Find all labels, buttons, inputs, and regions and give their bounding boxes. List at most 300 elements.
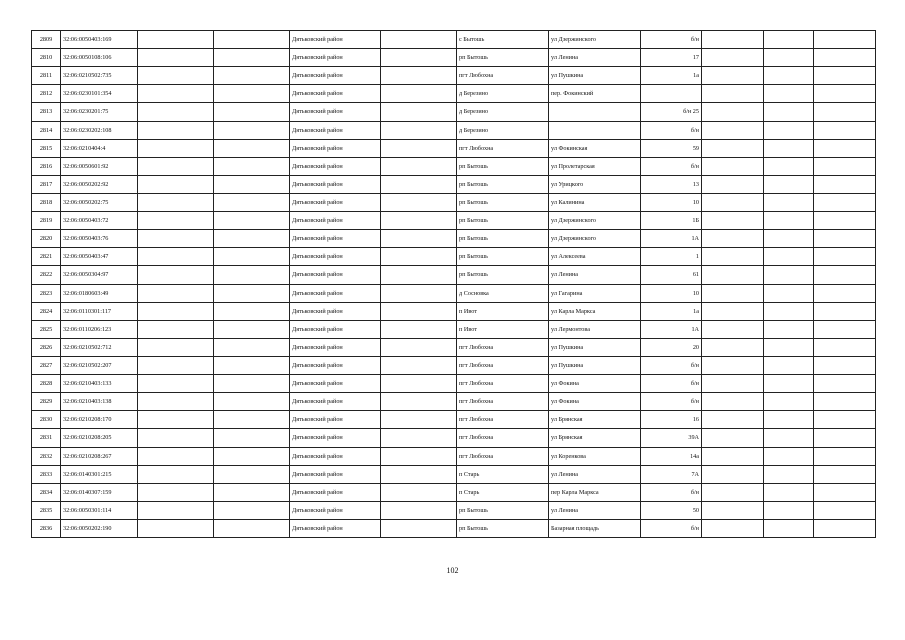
empty-cell — [381, 447, 457, 465]
settlement: пгт Любохна — [457, 67, 549, 85]
house-number: 1 — [641, 248, 702, 266]
street: ул Ленина — [549, 465, 641, 483]
district: Дятьковский район — [290, 248, 381, 266]
empty-cell — [814, 501, 876, 519]
empty-cell — [702, 121, 764, 139]
empty-cell — [764, 139, 814, 157]
empty-cell — [381, 49, 457, 67]
empty-cell — [702, 501, 764, 519]
empty-cell — [814, 320, 876, 338]
table-row — [32, 230, 876, 248]
empty-cell — [702, 483, 764, 501]
table-row — [32, 393, 876, 411]
empty-cell — [764, 230, 814, 248]
house-number: 16 — [641, 411, 702, 429]
row-number: 2821 — [32, 248, 61, 266]
street — [549, 103, 641, 121]
table-row — [32, 429, 876, 447]
table-row — [32, 501, 876, 519]
empty-cell — [702, 302, 764, 320]
table-row — [32, 284, 876, 302]
table-body — [32, 31, 876, 538]
empty-cell — [764, 85, 814, 103]
empty-cell — [764, 193, 814, 211]
row-number: 2819 — [32, 212, 61, 230]
cadastral-number: 32:06:0050202:190 — [61, 519, 138, 537]
district: Дятьковский район — [290, 212, 381, 230]
empty-cell — [381, 175, 457, 193]
street: ул Коренкова — [549, 447, 641, 465]
street: ул Дзержинского — [549, 230, 641, 248]
table-row — [32, 320, 876, 338]
cadastral-number: 32:06:0110206:123 — [61, 320, 138, 338]
house-number: 61 — [641, 266, 702, 284]
settlement: рп Бытошь — [457, 501, 549, 519]
district: Дятьковский район — [290, 429, 381, 447]
empty-cell — [214, 338, 290, 356]
street: ул Брянская — [549, 429, 641, 447]
cadastral-number: 32:06:0140301:215 — [61, 465, 138, 483]
empty-cell — [381, 501, 457, 519]
cadastral-number: 32:06:0050403:169 — [61, 31, 138, 49]
settlement: рп Бытошь — [457, 157, 549, 175]
settlement: пгт Любохна — [457, 356, 549, 374]
house-number: 39А — [641, 429, 702, 447]
empty-cell — [138, 320, 214, 338]
empty-cell — [214, 356, 290, 374]
empty-cell — [138, 338, 214, 356]
district: Дятьковский район — [290, 49, 381, 67]
empty-cell — [214, 193, 290, 211]
district: Дятьковский район — [290, 266, 381, 284]
cadastral-number: 32:06:0050202:92 — [61, 175, 138, 193]
house-number: 14а — [641, 447, 702, 465]
row-number: 2825 — [32, 320, 61, 338]
table-row — [32, 85, 876, 103]
district: Дятьковский район — [290, 320, 381, 338]
empty-cell — [381, 375, 457, 393]
empty-cell — [702, 175, 764, 193]
empty-cell — [138, 175, 214, 193]
empty-cell — [764, 266, 814, 284]
table-row — [32, 103, 876, 121]
empty-cell — [138, 248, 214, 266]
settlement: рп Бытошь — [457, 230, 549, 248]
empty-cell — [814, 175, 876, 193]
settlement: д Березино — [457, 85, 549, 103]
house-number: 50 — [641, 501, 702, 519]
street: ул Пролетарская — [549, 157, 641, 175]
empty-cell — [214, 121, 290, 139]
empty-cell — [381, 248, 457, 266]
district: Дятьковский район — [290, 67, 381, 85]
empty-cell — [764, 284, 814, 302]
empty-cell — [214, 103, 290, 121]
empty-cell — [814, 67, 876, 85]
settlement: рп Бытошь — [457, 49, 549, 67]
empty-cell — [138, 121, 214, 139]
house-number: б/н — [641, 483, 702, 501]
empty-cell — [814, 248, 876, 266]
empty-cell — [702, 375, 764, 393]
street: ул Дзержинского — [549, 31, 641, 49]
empty-cell — [702, 447, 764, 465]
empty-cell — [764, 121, 814, 139]
house-number: 10 — [641, 193, 702, 211]
empty-cell — [764, 49, 814, 67]
row-number: 2810 — [32, 49, 61, 67]
district: Дятьковский район — [290, 338, 381, 356]
street: ул Дзержинского — [549, 212, 641, 230]
empty-cell — [138, 284, 214, 302]
empty-cell — [138, 157, 214, 175]
settlement: п Ивот — [457, 320, 549, 338]
table-row — [32, 483, 876, 501]
empty-cell — [214, 31, 290, 49]
empty-cell — [702, 212, 764, 230]
street: ул Фокинская — [549, 139, 641, 157]
street: ул Фокина — [549, 393, 641, 411]
empty-cell — [764, 429, 814, 447]
street: пер Карла Маркса — [549, 483, 641, 501]
cadastral-number: 32:06:0210404:4 — [61, 139, 138, 157]
empty-cell — [764, 31, 814, 49]
empty-cell — [381, 320, 457, 338]
empty-cell — [702, 284, 764, 302]
settlement: пгт Любохна — [457, 411, 549, 429]
row-number: 2818 — [32, 193, 61, 211]
empty-cell — [138, 49, 214, 67]
empty-cell — [214, 248, 290, 266]
empty-cell — [702, 356, 764, 374]
row-number: 2817 — [32, 175, 61, 193]
row-number: 2820 — [32, 230, 61, 248]
table-row — [32, 356, 876, 374]
empty-cell — [214, 284, 290, 302]
cadastral-number: 32:06:0140307:159 — [61, 483, 138, 501]
empty-cell — [138, 465, 214, 483]
cadastral-number: 32:06:0050601:92 — [61, 157, 138, 175]
row-number: 2822 — [32, 266, 61, 284]
district: Дятьковский район — [290, 519, 381, 537]
empty-cell — [814, 85, 876, 103]
settlement: рп Бытошь — [457, 175, 549, 193]
district: Дятьковский район — [290, 121, 381, 139]
table-row — [32, 121, 876, 139]
empty-cell — [814, 302, 876, 320]
empty-cell — [381, 85, 457, 103]
settlement: д Березино — [457, 121, 549, 139]
street: ул Ленина — [549, 266, 641, 284]
district: Дятьковский район — [290, 284, 381, 302]
empty-cell — [764, 248, 814, 266]
district: Дятьковский район — [290, 411, 381, 429]
house-number: 7А — [641, 465, 702, 483]
street: ул Гагарина — [549, 284, 641, 302]
cadastral-number: 32:06:0230201:75 — [61, 103, 138, 121]
house-number: б/н 25 — [641, 103, 702, 121]
house-number: 1А — [641, 320, 702, 338]
empty-cell — [702, 411, 764, 429]
empty-cell — [381, 338, 457, 356]
district: Дятьковский район — [290, 483, 381, 501]
empty-cell — [214, 465, 290, 483]
registry-table — [31, 30, 876, 538]
row-number: 2833 — [32, 465, 61, 483]
settlement: пгт Любохна — [457, 429, 549, 447]
empty-cell — [381, 356, 457, 374]
empty-cell — [814, 266, 876, 284]
cadastral-number: 32:06:0210502:712 — [61, 338, 138, 356]
empty-cell — [814, 393, 876, 411]
cadastral-number: 32:06:0210403:133 — [61, 375, 138, 393]
empty-cell — [214, 266, 290, 284]
empty-cell — [138, 501, 214, 519]
empty-cell — [381, 67, 457, 85]
empty-cell — [814, 465, 876, 483]
empty-cell — [814, 411, 876, 429]
empty-cell — [702, 157, 764, 175]
cadastral-number: 32:06:0050403:76 — [61, 230, 138, 248]
empty-cell — [214, 393, 290, 411]
empty-cell — [381, 411, 457, 429]
empty-cell — [214, 375, 290, 393]
empty-cell — [814, 103, 876, 121]
empty-cell — [814, 212, 876, 230]
street: ул Лермонтова — [549, 320, 641, 338]
row-number: 2836 — [32, 519, 61, 537]
empty-cell — [381, 429, 457, 447]
table-row — [32, 157, 876, 175]
row-number: 2828 — [32, 375, 61, 393]
empty-cell — [702, 266, 764, 284]
street: ул Урицкого — [549, 175, 641, 193]
table-row — [32, 519, 876, 537]
empty-cell — [764, 175, 814, 193]
settlement: с Бытошь — [457, 31, 549, 49]
empty-cell — [814, 483, 876, 501]
district: Дятьковский район — [290, 230, 381, 248]
empty-cell — [764, 302, 814, 320]
empty-cell — [381, 519, 457, 537]
empty-cell — [764, 501, 814, 519]
empty-cell — [702, 393, 764, 411]
settlement: пгт Любохна — [457, 393, 549, 411]
empty-cell — [138, 193, 214, 211]
empty-cell — [814, 157, 876, 175]
house-number: 10 — [641, 284, 702, 302]
cadastral-number: 32:06:0210502:207 — [61, 356, 138, 374]
cadastral-number: 32:06:0210208:205 — [61, 429, 138, 447]
settlement: рп Бытошь — [457, 193, 549, 211]
cadastral-number: 32:06:0110301:117 — [61, 302, 138, 320]
district: Дятьковский район — [290, 193, 381, 211]
empty-cell — [814, 139, 876, 157]
empty-cell — [214, 501, 290, 519]
street: ул Калинина — [549, 193, 641, 211]
empty-cell — [764, 356, 814, 374]
empty-cell — [814, 447, 876, 465]
empty-cell — [381, 483, 457, 501]
empty-cell — [214, 230, 290, 248]
settlement: пгт Любохна — [457, 139, 549, 157]
empty-cell — [381, 230, 457, 248]
empty-cell — [214, 483, 290, 501]
table-row — [32, 447, 876, 465]
row-number: 2832 — [32, 447, 61, 465]
empty-cell — [702, 139, 764, 157]
settlement: д Сосновка — [457, 284, 549, 302]
empty-cell — [381, 465, 457, 483]
table-row — [32, 31, 876, 49]
empty-cell — [381, 139, 457, 157]
settlement: рп Бытошь — [457, 212, 549, 230]
empty-cell — [214, 67, 290, 85]
empty-cell — [702, 465, 764, 483]
empty-cell — [702, 31, 764, 49]
row-number: 2827 — [32, 356, 61, 374]
empty-cell — [764, 519, 814, 537]
empty-cell — [381, 393, 457, 411]
empty-cell — [702, 338, 764, 356]
street: Базарная площадь — [549, 519, 641, 537]
empty-cell — [702, 519, 764, 537]
house-number: б/н — [641, 157, 702, 175]
table-row — [32, 175, 876, 193]
empty-cell — [138, 85, 214, 103]
cadastral-number: 32:06:0050202:75 — [61, 193, 138, 211]
house-number: 1Б — [641, 212, 702, 230]
empty-cell — [702, 67, 764, 85]
house-number: 1а — [641, 302, 702, 320]
street — [549, 121, 641, 139]
row-number: 2830 — [32, 411, 61, 429]
empty-cell — [764, 393, 814, 411]
table-row — [32, 338, 876, 356]
empty-cell — [214, 447, 290, 465]
settlement: рп Бытошь — [457, 519, 549, 537]
settlement: п Старь — [457, 483, 549, 501]
page-number: 102 — [446, 566, 459, 575]
empty-cell — [138, 230, 214, 248]
row-number: 2831 — [32, 429, 61, 447]
empty-cell — [702, 320, 764, 338]
row-number: 2811 — [32, 67, 61, 85]
table-row — [32, 411, 876, 429]
row-number: 2826 — [32, 338, 61, 356]
empty-cell — [138, 519, 214, 537]
empty-cell — [814, 375, 876, 393]
cadastral-number: 32:06:0050108:106 — [61, 49, 138, 67]
empty-cell — [814, 284, 876, 302]
row-number: 2829 — [32, 393, 61, 411]
empty-cell — [138, 375, 214, 393]
empty-cell — [702, 85, 764, 103]
district: Дятьковский район — [290, 393, 381, 411]
empty-cell — [138, 103, 214, 121]
district: Дятьковский район — [290, 103, 381, 121]
empty-cell — [764, 338, 814, 356]
cadastral-number: 32:06:0050403:47 — [61, 248, 138, 266]
table-row — [32, 212, 876, 230]
empty-cell — [764, 465, 814, 483]
cadastral-number: 32:06:0180603:49 — [61, 284, 138, 302]
street: ул Брянская — [549, 411, 641, 429]
settlement: п Ивот — [457, 302, 549, 320]
empty-cell — [138, 483, 214, 501]
row-number: 2812 — [32, 85, 61, 103]
empty-cell — [138, 429, 214, 447]
empty-cell — [814, 49, 876, 67]
district: Дятьковский район — [290, 447, 381, 465]
house-number — [641, 85, 702, 103]
empty-cell — [764, 320, 814, 338]
empty-cell — [138, 139, 214, 157]
empty-cell — [138, 393, 214, 411]
table-row — [32, 139, 876, 157]
street: ул Пушкина — [549, 356, 641, 374]
table-row — [32, 248, 876, 266]
district: Дятьковский район — [290, 139, 381, 157]
empty-cell — [214, 519, 290, 537]
empty-cell — [138, 212, 214, 230]
row-number: 2834 — [32, 483, 61, 501]
row-number: 2813 — [32, 103, 61, 121]
district: Дятьковский район — [290, 31, 381, 49]
empty-cell — [814, 429, 876, 447]
district: Дятьковский район — [290, 175, 381, 193]
cadastral-number: 32:06:0230202:108 — [61, 121, 138, 139]
cadastral-number: 32:06:0210208:170 — [61, 411, 138, 429]
house-number: 1а — [641, 67, 702, 85]
street: пер. Фокинский — [549, 85, 641, 103]
house-number: 59 — [641, 139, 702, 157]
empty-cell — [138, 302, 214, 320]
empty-cell — [381, 31, 457, 49]
settlement: пгт Любохна — [457, 375, 549, 393]
settlement: д Березино — [457, 103, 549, 121]
row-number: 2816 — [32, 157, 61, 175]
cadastral-number: 32:06:0050304:97 — [61, 266, 138, 284]
house-number: б/н — [641, 31, 702, 49]
empty-cell — [381, 121, 457, 139]
empty-cell — [764, 212, 814, 230]
district: Дятьковский район — [290, 501, 381, 519]
empty-cell — [814, 193, 876, 211]
settlement: п Старь — [457, 465, 549, 483]
row-number: 2824 — [32, 302, 61, 320]
house-number: 13 — [641, 175, 702, 193]
cadastral-number: 32:06:0050301:114 — [61, 501, 138, 519]
cadastral-number: 32:06:0210208:267 — [61, 447, 138, 465]
empty-cell — [764, 375, 814, 393]
empty-cell — [381, 302, 457, 320]
empty-cell — [764, 157, 814, 175]
empty-cell — [138, 356, 214, 374]
empty-cell — [214, 157, 290, 175]
district: Дятьковский район — [290, 85, 381, 103]
empty-cell — [702, 103, 764, 121]
cadastral-number: 32:06:0230101:354 — [61, 85, 138, 103]
row-number: 2815 — [32, 139, 61, 157]
district: Дятьковский район — [290, 356, 381, 374]
empty-cell — [381, 103, 457, 121]
street: ул Фокина — [549, 375, 641, 393]
row-number: 2835 — [32, 501, 61, 519]
empty-cell — [138, 266, 214, 284]
settlement: рп Бытошь — [457, 248, 549, 266]
settlement: пгт Любохна — [457, 447, 549, 465]
